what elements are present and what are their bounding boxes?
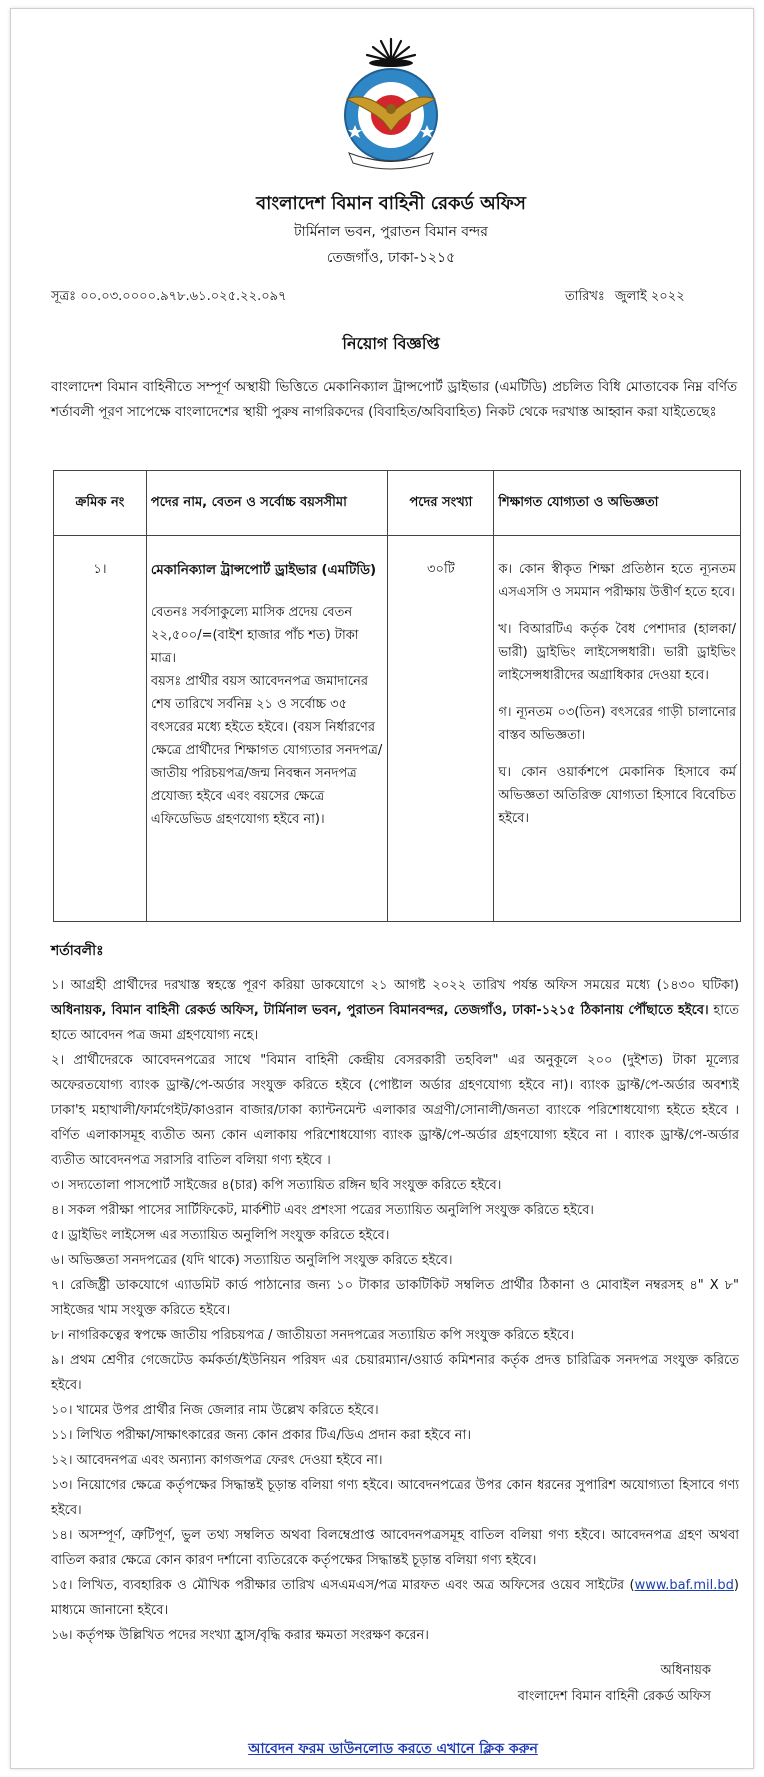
term-item: ৯। প্রথম শ্রেণীর গেজেটেড কর্মকর্তা/ইউনিয়ন পরিষদ এর চেয়ারম্যান/ওয়ার্ড কমিশনার কর্তৃক প্রদত্ত চারিত্রিক সনদপত্র সংযুক্ত করিতে হইবে। bbox=[51, 1353, 739, 1393]
document-body bbox=[41, 9, 741, 1768]
signatory-title: অধিনায়ক bbox=[660, 1663, 711, 1678]
date-label: তারিখঃ bbox=[565, 289, 605, 304]
notice-title: নিয়োগ বিজ্ঞপ্তি bbox=[342, 334, 440, 353]
term-text: ১৫। লিখিত, ব্যবহারিক ও মৌখিক পরীক্ষার তারিখ এসএমএস/পত্র মারফত এবং অত্র অফিসের ওয়েব সাইটের ( bbox=[51, 1578, 635, 1593]
term-item: ১১। লিখিত পরীক্ষা/সাক্ষাৎকারের জন্য কোন প্রকার টিএ/ডিএ প্রদান করা হইবে না। bbox=[51, 1428, 471, 1443]
term-item: ২। প্রার্থীদেরকে আবেদনপত্রের সাথে "বিমান বাহিনী কেন্দ্রীয় বেসরকারী তহবিল" এর অনুকূলে ২০০ (দুইশত) টাকা মূল্যের অফেরতযোগ্য ব্যাংক ড্রাফ্ট/পে-অর্ডার সংযুক্ত করিতে হইবে (পোষ্টাল অর্ডার গ্রহণযোগ্য হইবে না)। ব্যাংক ড্রাফ্ট/পে-অর্ডার অবশ্যই ঢাকা'হ মহাখালী/ফার্মগেইট/কাওরান বাজার/ঢাকা ক্যান্টনমেন্ট এলাকার অগ্রণী/সোনালী/জনতা ব্যাংকে পরিশোধযোগ্য হইতে হইবে । বর্ণিত এলাকাসমূহ ব্যতীত অন্য কোন এলাকায় পরিশোধযোগ্য ব্যাংক ড্রাফ্ট/পে-অর্ডার গ্রহণযোগ্য হইবে না । ব্যাংক ড্রাফ্ট/পে-অর্ডার ব্যতীত আবেদনপত্র সরাসরি বাতিল বলিয়া গণ্য হইবে । bbox=[51, 1053, 739, 1168]
address-line-1: টার্মিনাল ভবন, পুরাতন বিমান বন্দর bbox=[294, 224, 488, 240]
table-header-row bbox=[54, 471, 741, 536]
reference-number: সূত্রঃ ০০.০৩.০০০০.৯৭৮.৬১.০২৫.২২.০৯৭ bbox=[51, 289, 287, 304]
qualification-item: খ। বিআরটিএ কর্তৃক বৈধ পেশাদার (হালকা/ভারী) ড্রাইভিং লাইসেন্সধারী। ভারী ড্রাইভিং লাইসেন্সধারীদের অগ্রাধিকার দেওয়া হবে। bbox=[498, 622, 736, 683]
table-row bbox=[54, 536, 741, 922]
download-form-link[interactable]: আবেদন ফরম ডাউনলোড করতে এখানে ক্লিক করুন bbox=[248, 1741, 538, 1757]
organization-name: বাংলাদেশ বিমান বাহিনী রেকর্ড অফিস bbox=[256, 193, 526, 214]
term-text: হাতে হাতে আবেদন পত্র জমা গ্রহণযোগ্য নহে। bbox=[51, 1003, 739, 1043]
website-link[interactable]: www.baf.mil.bd bbox=[634, 1578, 734, 1593]
signatory-office: বাংলাদেশ বিমান বাহিনী রেকর্ড অফিস bbox=[517, 1689, 711, 1704]
qualification-cell bbox=[494, 536, 741, 922]
header-qualification: শিক্ষাগত যোগ্যতা ও অভিজ্ঞতা bbox=[494, 471, 741, 536]
term-item: ৭। রেজিষ্ট্রী ডাকযোগে এ্যাডমিট কার্ড পাঠানোর জন্য ১০ টাকার ডাকটিকিট সম্বলিত প্রার্থীর ঠিকানা ও মোবাইল নম্বরসহ ৪" X ৮" সাইজের খাম সংযুক্ত করিতে হইবে। bbox=[51, 1278, 739, 1318]
term-item: ১৬। কর্তৃপক্ষ উল্লিখিত পদের সংখ্যা হ্রাস/বৃদ্ধি করার ক্ষমতা সংরক্ষণ করেন। bbox=[51, 1628, 429, 1643]
term-item: ১৩। নিয়োগের ক্ষেত্রে কর্তৃপক্ষের সিদ্ধান্তই চূড়ান্ত বলিয়া গণ্য হইবে। আবেদনপত্রের উপর কোন ধরনের সুপারিশ অযোগ্যতা হিসাবে গণ্য হইবে। bbox=[51, 1478, 739, 1518]
terms-heading: শর্তাবলীঃ bbox=[51, 943, 104, 959]
term-item: ১০। খামের উপর প্রার্থীর নিজ জেলার নাম উল্লেখ করিতে হইবে। bbox=[51, 1403, 379, 1418]
serial-cell: ১। bbox=[54, 536, 147, 922]
term-item: ৩। সদ্যতোলা পাসপোর্ট সাইজের ৪(চার) কপি সত্যায়িত রঙ্গিন ছবি সংযুক্ত করিতে হইবে। bbox=[51, 1178, 502, 1193]
term-item: ১৪। অসম্পূর্ণ, ত্রুটিপূর্ণ, ভুল তথ্য সম্বলিত অথবা বিলম্বেপ্রাপ্ত আবেদনপত্রসমূহ বাতিল বলিয়া গণ্য হইবে। আবেদনপত্র গ্রহণ অথবা বাতিল করার ক্ষেত্রে কোন কারণ দর্শানো ব্যতিরেকে কর্তৃপক্ষের সিদ্ধান্তই চূড়ান্ত বলিয়া গণ্য হইবে। bbox=[51, 1528, 739, 1568]
date-block bbox=[565, 287, 685, 308]
term-text: ) মাধ্যমে জানানো হইবে। bbox=[51, 1578, 739, 1618]
header-count: পদের সংখ্যা bbox=[388, 471, 494, 536]
terms-list bbox=[51, 973, 739, 1648]
air-force-emblem bbox=[333, 35, 449, 170]
header-serial: ক্রমিক নং bbox=[54, 471, 147, 536]
intro-paragraph: বাংলাদেশ বিমান বাহিনীতে সম্পূর্ণ অস্থায়ী ভিত্তিতে মেকানিক্যাল ট্রান্সপোর্ট ড্রাইভার (এমটিডি) প্রচলিত বিধি মোতাবেক নিম্ন বর্ণিত শর্তাবলী পূরণ সাপেক্ষে বাংলাদেশের স্থায়ী পুরুষ নাগরিকদের (বিবাহিত/অবিবাহিত) নিকট থেকে দরখাস্ত আহ্বান করা যাইতেছেঃ bbox=[51, 380, 737, 420]
term-address-bold: অধিনায়ক, বিমান বাহিনী রেকর্ড অফিস, টার্মিনাল ভবন, পুরাতন বিমানবন্দর, তেজগাঁও, ঢাকা-১২১৫ ঠিকানায় পৌঁছাতে হইবে। bbox=[51, 1003, 709, 1018]
date-value: জুলাই ২০২২ bbox=[614, 289, 685, 304]
term-item bbox=[51, 973, 739, 1048]
document-page bbox=[10, 8, 754, 1769]
post-name: মেকানিক্যাল ট্রান্সপোর্ট ড্রাইভার (এমটিডি) bbox=[150, 563, 377, 578]
post-cell bbox=[146, 536, 388, 922]
term-item: ৪। সকল পরীক্ষা পাসের সার্টিফিকেট, মার্কশীট এবং প্রশংসা পত্রের সত্যায়িত অনুলিপি সংযুক্ত করিতে হইবে। bbox=[51, 1203, 594, 1218]
term-item: ৮। নাগরিকত্বের স্বপক্ষে জাতীয় পরিচয়পত্র / জাতীয়তা সনদপত্রের সত্যায়িত কপি সংযুক্ত করিতে হইবে। bbox=[51, 1328, 575, 1343]
term-item bbox=[51, 1573, 739, 1623]
count-cell: ৩০টি bbox=[388, 536, 494, 922]
qualification-item: ঘ। কোন ওয়ার্কশপে মেকানিক হিসাবে কর্ম অভিজ্ঞতা অতিরিক্ত যোগ্যতা হিসাবে বিবেচিত হইবে। bbox=[498, 765, 736, 826]
salary-text: বেতনঃ সর্বসাকুল্যে মাসিক প্রদেয় বেতন ২২,৫০০/=(বাইশ হাজার পাঁচ শত) টাকা মাত্র। bbox=[150, 605, 359, 666]
term-item: ১২। আবেদনপত্র এবং অন্যান্য কাগজপত্র ফেরৎ দেওয়া হইবে না। bbox=[51, 1453, 383, 1468]
age-text: বয়সঃ প্রার্থীর বয়স আবেদনপত্র জমাদানের শেষ তারিখে সর্বনিম্ন ২১ ও সর্বোচ্চ ৩৫ বৎসরের মধ্যে হইতে হইবে। (বয়স নির্ধারণের ক্ষেত্রে প্রার্থীদের শিক্ষাগত যোগ্যতার সনদপত্র/জাতীয় পরিচয়পত্র/জন্ম নিবন্ধন সনদপত্র প্রযোজ্য হইবে এবং বয়সের ক্ষেত্রে এফিডেভিড গ্রহণযোগ্য হইবে না)। bbox=[150, 674, 383, 827]
address-line-2: তেজগাঁও, ঢাকা-১২১৫ bbox=[326, 250, 456, 266]
term-item: ৫। ড্রাইভিং লাইসেন্স এর সত্যায়িত অনুলিপি সংযুক্ত করিতে হইবে। bbox=[51, 1228, 390, 1243]
qualification-item: গ। ন্যূনতম ০৩(তিন) বৎসরের গাড়ী চালানোর বাস্তব অভিজ্ঞতা। bbox=[498, 705, 736, 743]
term-text: ১। আগ্রহী প্রার্থীদের দরখাস্ত স্বহস্তে পূরণ করিয়া ডাকযোগে ২১ আগষ্ট ২০২২ তারিখ পর্যন্ত অফিস সময়ের মধ্যে (১৪৩০ ঘটিকা) bbox=[51, 978, 739, 993]
vacancy-table bbox=[53, 470, 741, 922]
term-item: ৬। অভিজ্ঞতা সনদপত্রের (যদি থাকে) সত্যায়িত অনুলিপি সংযুক্ত করিতে হইবে। bbox=[51, 1253, 453, 1268]
qualification-item: ক। কোন স্বীকৃত শিক্ষা প্রতিষ্ঠান হতে ন্যূনতম এসএসসি ও সমমান পরীক্ষায় উত্তীর্ণ হতে হবে। bbox=[498, 562, 736, 600]
header-post: পদের নাম, বেতন ও সর্বোচ্চ বয়সসীমা bbox=[146, 471, 388, 536]
